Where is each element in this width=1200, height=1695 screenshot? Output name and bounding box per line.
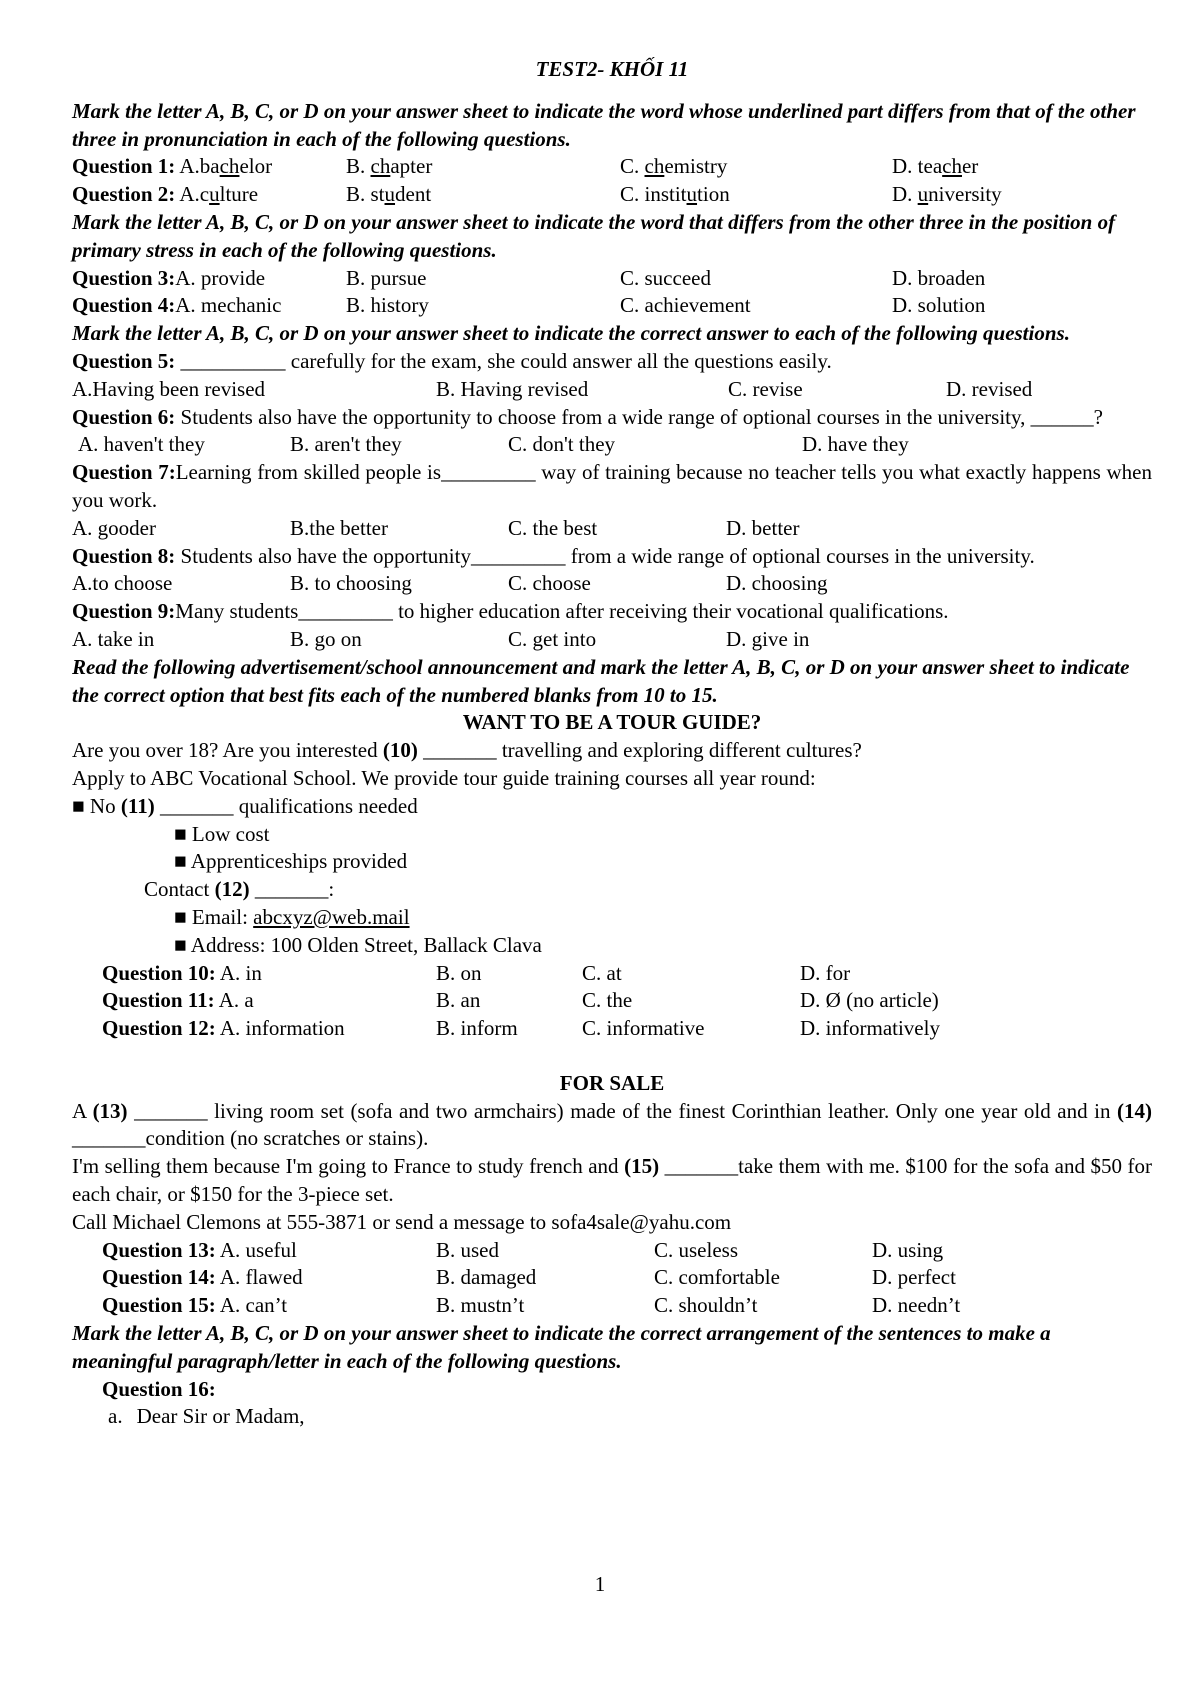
option-d: D. Ø (no article) [800,988,939,1013]
option-d-post: niversity [928,182,1002,207]
option-a: A.to choose [72,571,173,596]
blank-number: (14) [1117,1098,1152,1123]
question-label: Question 5: [72,348,176,373]
option-d: D. for [800,960,851,985]
instruction-pronunciation: Mark the letter A, B, C, or D on your answer sheet to indicate the word whose underlined part differs from that of the other three in pronunciation in each of the following questions. [72,98,1136,151]
question-label: Question 9: [72,599,176,624]
question-label: Question 11: [102,988,215,1013]
options-row [72,626,1152,654]
instruction-advertisement: Read the following advertisement/school announcement and mark the letter A, B, C, or D on your answer sheet to indicate the correct option that best fits each of the numbered blanks from 10 to 15. [72,654,1130,707]
options-row [72,376,1152,404]
ad-text: Contact [144,877,215,902]
option-a: A. mechanic [175,293,282,318]
option-a-underlined: u [209,182,220,207]
ad-heading: WANT TO BE A TOUR GUIDE? [462,710,762,735]
blank-number: (12) [214,877,250,902]
question-16-item-a [72,1403,1152,1431]
item-letter: a. [108,1404,123,1429]
option-a: A. flawed [215,1265,303,1290]
option-c: C. don't they [508,432,616,457]
question-8 [72,543,1152,571]
option-b-post: dent [395,182,432,207]
question-row [72,960,1152,988]
sale-paragraph-1 [72,1098,1152,1154]
sale-text: _______take them with me. $100 for the sofa and $50 for each chair, or $150 for the 3-piece set. [72,1154,1153,1207]
option-a-post: elor [239,154,273,179]
instruction-arrangement: Mark the letter A, B, C, or D on your answer sheet to indicate the correct arrangement of the sentences to make a meaningful paragraph/letter in each of the following questions. [72,1321,1051,1373]
option-c: C. the [582,988,633,1013]
option-b: B. used [436,1237,499,1262]
option-b-pre: B. [346,154,371,179]
question-label: Question 7: [72,460,176,485]
option-a: A. in [219,960,262,985]
options-row [72,515,1152,543]
option-c-pre: C. instit [620,182,687,207]
option-a-underlined: ch [219,154,240,179]
option-c: C. revise [728,376,803,401]
instruction-correct-answer: Mark the letter A, B, C, or D on your answer sheet to indicate the correct answer to each of the following questions. [72,321,1070,346]
options-row [72,570,1152,598]
sale-text: _______condition (no scratches or stains). [72,1126,429,1151]
question-row [72,1264,1152,1292]
question-text: Many students_________ to higher education after receiving their vocational qualifications. [175,599,949,624]
question-7 [72,459,1152,515]
email-link[interactable]: abcxyz@web.mail [253,904,410,929]
option-c: C. the best [508,515,598,540]
option-d: D. revised [946,376,1033,401]
option-b: B.the better [290,515,388,540]
option-d-underlined: ch [942,154,962,179]
question-label: Question 2: [72,182,176,207]
question-text: Students also have the opportunity to choose from a wide range of optional courses in the university, ______? [175,404,1103,429]
option-d: D. give in [726,626,810,651]
ad-text: _______: [249,877,335,902]
blank-number: (11) [120,793,155,818]
option-d: D. informatively [800,1016,940,1041]
option-c: C. achievement [620,293,751,318]
question-label: Question 14: [102,1265,216,1290]
question-label: Question 10: [102,960,216,985]
ad-bullet-3: ■ Apprenticeships provided [174,849,408,874]
ad-text: _______ qualifications needed [154,793,418,818]
option-c-pre: C. [620,154,645,179]
sale-heading: FOR SALE [559,1070,665,1095]
options-row [72,431,1152,459]
option-d: D. better [726,515,800,540]
question-16-label [72,1376,1152,1404]
question-label: Question 6: [72,404,176,429]
item-text: Dear Sir or Madam, [136,1404,305,1429]
option-d: D. using [872,1237,944,1262]
option-b: B. go on [290,626,362,651]
option-b: B. aren't they [290,432,402,457]
option-c: C. useless [654,1237,738,1262]
option-a: A.Having been revised [72,376,266,401]
ad-text: Are you over 18? Are you interested [72,738,383,763]
question-9 [72,598,1152,626]
question-text: __________ carefully for the exam, she could answer all the questions easily. [175,348,832,373]
question-row [72,1292,1152,1320]
document-page [72,56,1152,1431]
option-b-post: apter [390,154,433,179]
option-c: C. choose [508,571,591,596]
ad-text: ■ Email: [174,904,254,929]
option-a: A. gooder [72,515,156,540]
option-a: A. provide [175,265,266,290]
option-c: C. get into [508,626,597,651]
question-label: Question 4: [72,293,176,318]
ad-line-2: Apply to ABC Vocational School. We provide tour guide training courses all year round: [72,765,816,790]
option-d: D. perfect [872,1265,956,1290]
question-label: Question 16: [102,1376,216,1401]
ad-contact [72,876,1152,904]
question-row [72,181,1152,209]
question-row [72,1015,1152,1043]
option-b-pre: B. st [346,182,385,207]
ad-text: _______ travelling and exploring different cultures? [417,738,862,763]
page-number: 1 [594,1572,606,1596]
option-b-underlined: ch [370,154,391,179]
sale-paragraph-2 [72,1153,1152,1209]
option-a: A. haven't they [78,432,205,457]
blank-number: (13) [92,1098,128,1123]
option-b: B. pursue [346,265,427,290]
question-row [72,265,1152,293]
question-label: Question 15: [102,1293,216,1318]
option-c-underlined: u [686,182,698,207]
ad-email [72,904,1152,932]
option-a: A. information [219,1016,345,1041]
option-a-pre: A.c [179,182,210,207]
blank-number: (10) [382,738,418,763]
sale-contact: Call Michael Clemons at 555-3871 or send a message to sofa4sale@yahu.com [72,1209,732,1234]
ad-text: ■ No [72,793,121,818]
question-row [72,153,1152,181]
option-d: D. choosing [726,571,828,596]
option-c: C. comfortable [654,1265,780,1290]
option-d-underlined: u [917,182,929,207]
option-a: A. useful [215,1237,297,1262]
question-label: Question 8: [72,543,176,568]
option-c: C. informative [582,1016,705,1041]
option-b: B. to choosing [290,571,412,596]
option-c-post: tion [697,182,730,207]
ad-bullet-1 [72,793,1152,821]
option-d: D. broaden [892,265,986,290]
option-a: A. can’t [215,1293,288,1318]
question-5 [72,348,1152,376]
option-d-pre: D. tea [892,154,943,179]
option-d: D. have they [802,432,909,457]
ad-bullet-2: ■ Low cost [174,821,270,846]
option-a: A. take in [72,626,155,651]
option-a-post: lture [219,182,259,207]
sale-text: I'm selling them because I'm going to France to study french and [72,1154,625,1179]
option-c-post: emistry [664,154,728,179]
question-label: Question 1: [72,154,176,179]
question-label: Question 12: [102,1016,216,1041]
option-d: D. needn’t [872,1293,961,1318]
option-d: D. solution [892,293,986,318]
option-c: C. shouldn’t [654,1293,758,1318]
option-b: B. an [436,988,481,1013]
question-label: Question 13: [102,1237,216,1262]
option-b: B. on [436,960,482,985]
question-6 [72,404,1152,432]
ad-line-1 [72,737,1152,765]
option-d-pre: D. [892,182,918,207]
page-title: TEST2- KHỐI 11 [535,57,689,81]
option-a-pre: A.ba [179,154,220,179]
option-b: B. damaged [436,1265,537,1290]
option-a: A. a [218,988,254,1013]
option-c-underlined: ch [644,154,665,179]
instruction-stress: Mark the letter A, B, C, or D on your answer sheet to indicate the word that differs from the other three in the position of primary stress in each of the following questions. [72,209,1116,262]
option-b: B. Having revised [436,376,589,401]
option-b-underlined: u [384,182,396,207]
option-b: B. history [346,293,429,318]
question-text: Students also have the opportunity_________ from a wide range of optional courses in the university. [175,543,1035,568]
question-label: Question 3: [72,265,176,290]
sale-text: A [72,1098,93,1123]
blank-number: (15) [624,1154,660,1179]
option-b: B. inform [436,1016,518,1041]
option-c: C. succeed [620,265,711,290]
question-row [72,1237,1152,1265]
question-row [72,987,1152,1015]
option-c: C. at [582,960,622,985]
question-text: Learning from skilled people is_________ way of training because no teacher tells you what exactly happens when you work. [72,460,1152,512]
option-d-post: er [961,154,979,179]
option-b: B. mustn’t [436,1293,525,1318]
question-row [72,292,1152,320]
sale-text: _______ living room set (sofa and two armchairs) made of the finest Corinthian leather. Only one year old and in [127,1098,1117,1123]
ad-address: ■ Address: 100 Olden Street, Ballack Clava [174,932,542,957]
